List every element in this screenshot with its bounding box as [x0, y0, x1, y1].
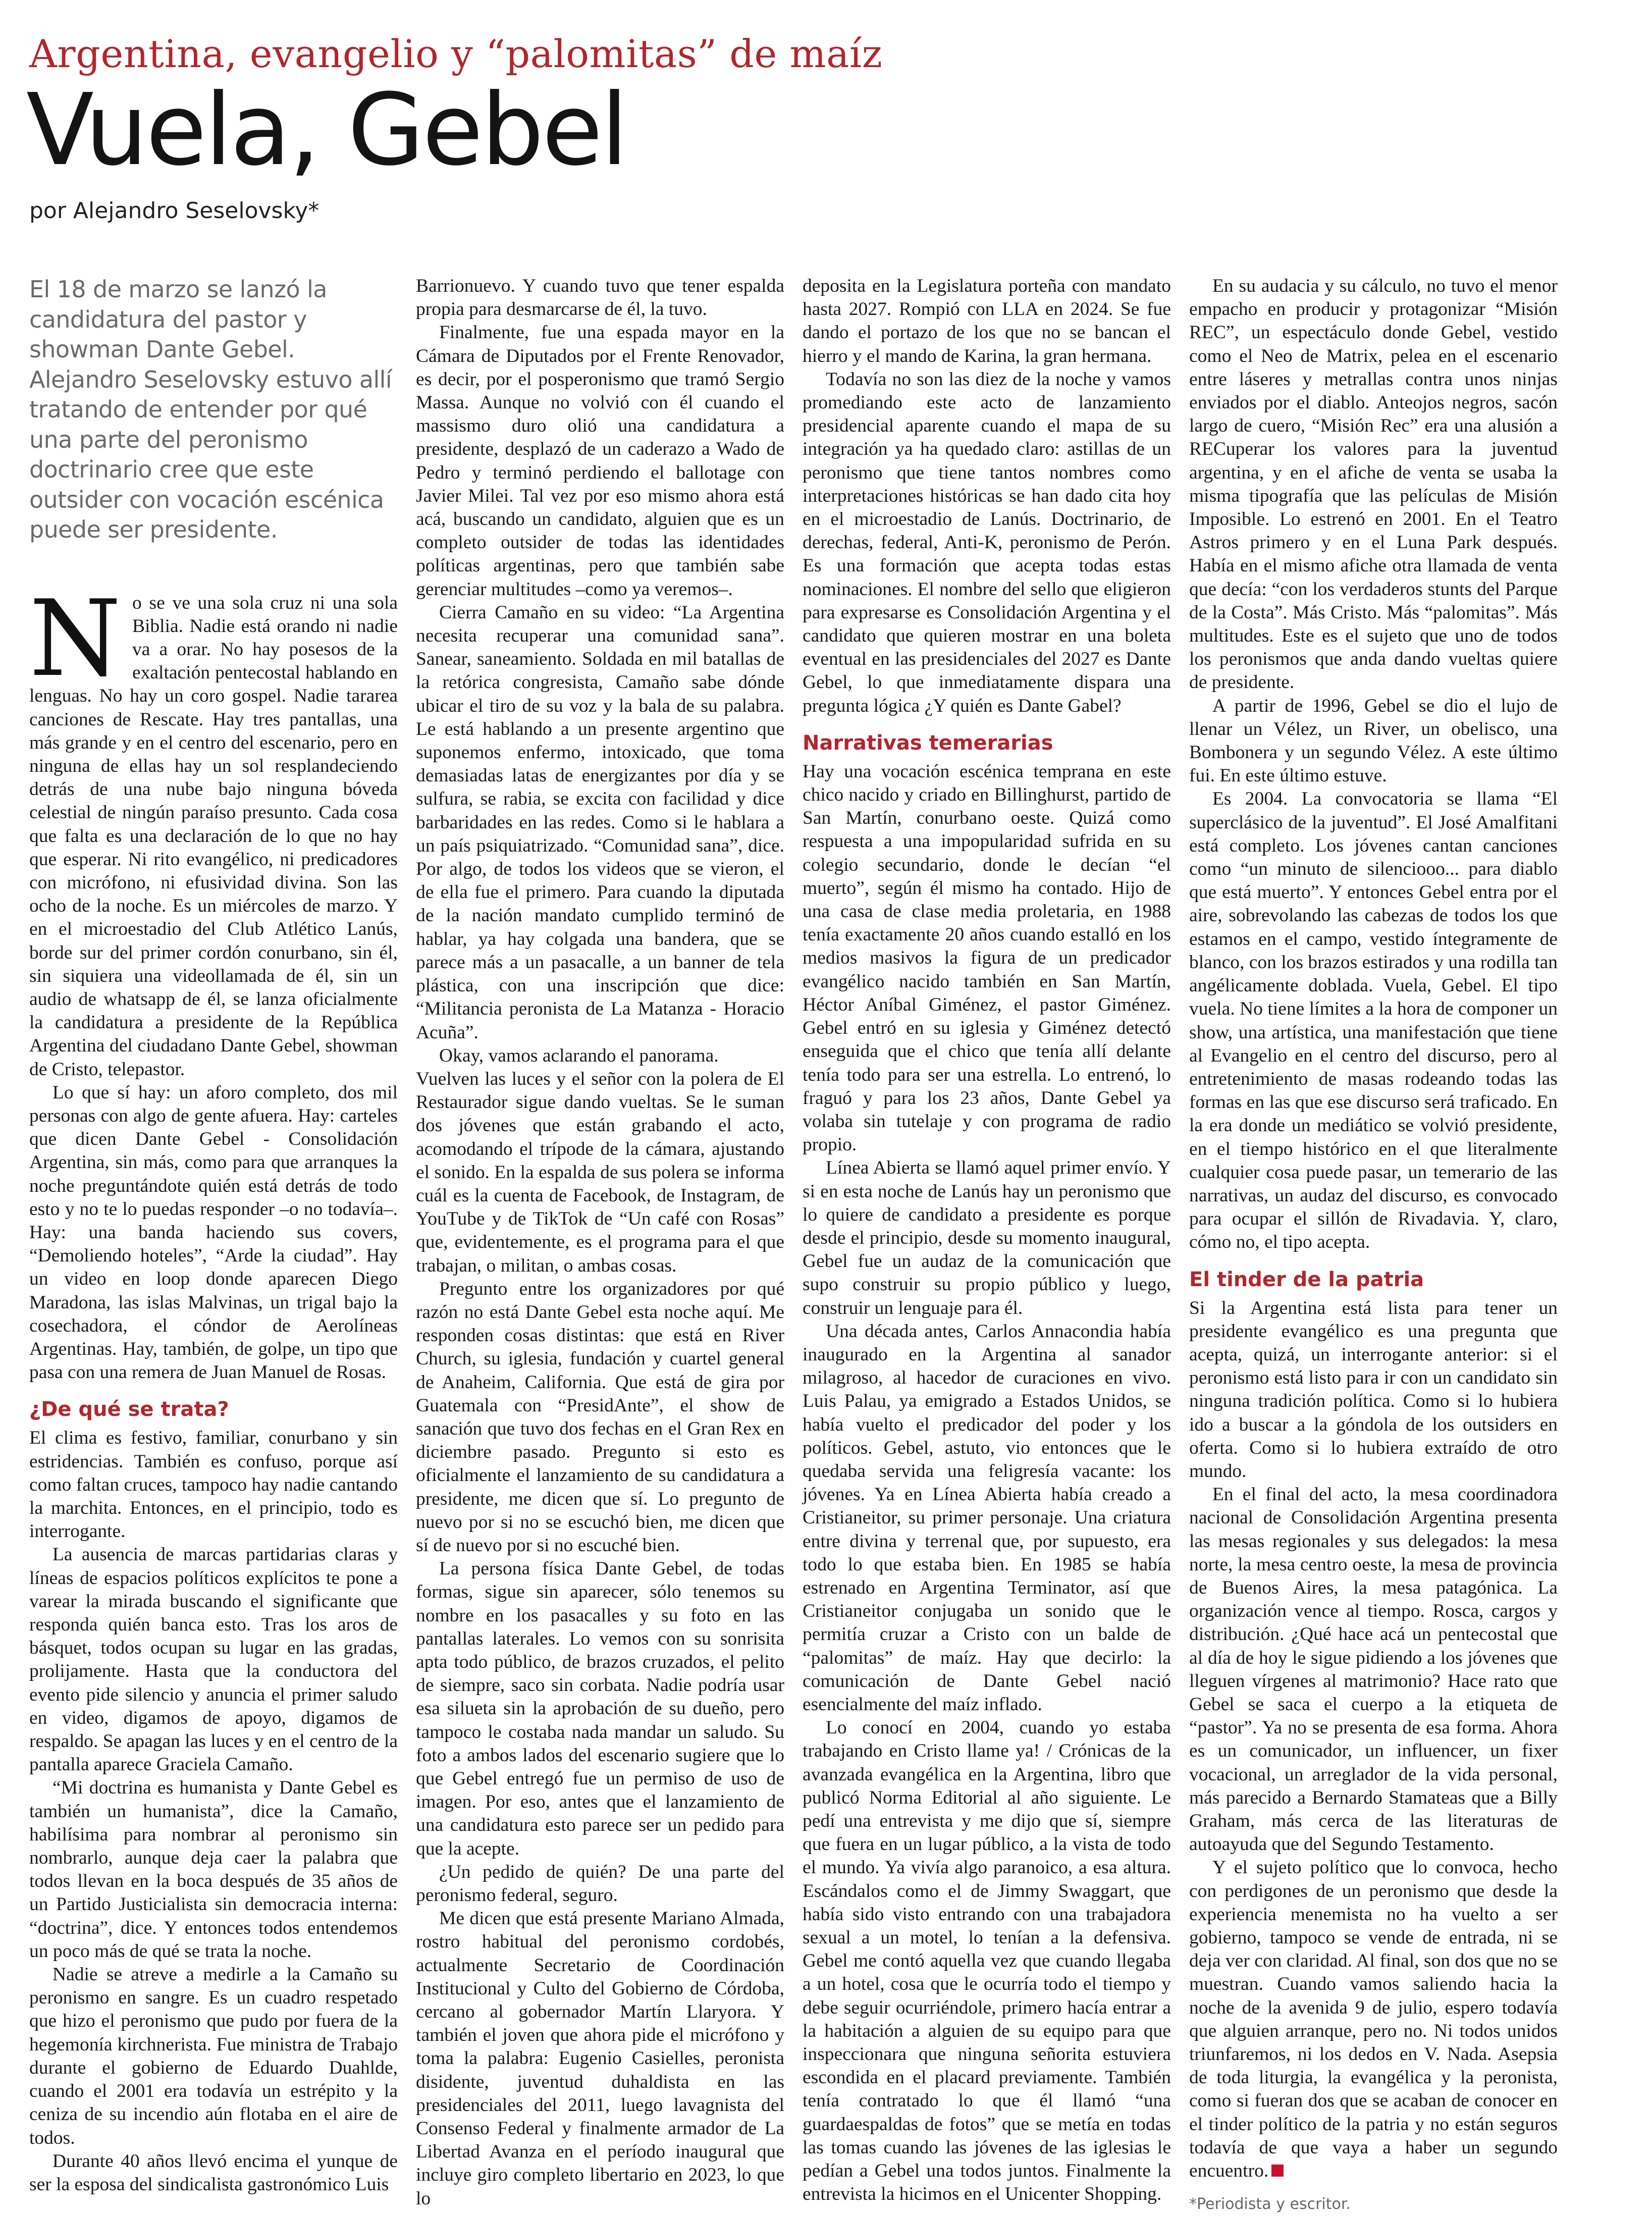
section-heading: El tinder de la patria	[1189, 1268, 1424, 1291]
end-mark-icon	[1271, 2165, 1284, 2177]
body-paragraph: A partir de 1996, Gebel se dio el lujo de llenar un Vélez, un River, un obelisco, una Bombonera y un segundo Vélez. A este último fui. En este último estuve.	[1189, 695, 1558, 786]
body-paragraph: Es 2004. La convocatoria se llama “El superclásico de la juventud”. El José Amalfitani está completo. Los jóvenes cantan canciones como “un minuto de silenciooo... para diablo que está muerto”. Y entonces Gebel entra por el aire, sobrevolando las cabezas de todos los que estamos en el campo, vestido íntegramente de blanco, con los brazos estirados y una rodilla tan angélicamente doblada. Vuela, Gebel. El tipo vuela. No tiene límites a la hora de componer un show, una artística, una manifestación que tiene al Evangelio en el centro del discurso, pero al entretenimiento de masas rodeando todas las formas en las que ese discurso será traficado. En la era donde un mediático se volvió presidente, en el tiempo histórico en el que literalmente cualquier cosa puede pasar, un temerario de las narrativas, un audaz del discurso, es convocado para ocupar el sillón de Rivadavia. Y, claro, cómo no, el tipo acepta.	[1189, 788, 1558, 1253]
body-paragraph	[29, 577, 398, 1081]
section-heading: Narrativas temerarias	[803, 731, 1053, 755]
column-3	[803, 275, 1171, 2205]
body-paragraph: Okay, vamos aclarando el panorama.	[439, 1045, 719, 1066]
body-paragraph: Si la Argentina está lista para tener un presidente evangélico es una pregunta que acepta, quizá, un interrogante anterior: si el peronismo está listo para ir con un candidato sin ninguna tradición política. Como si lo hubiera ido a buscar a la góndola de los outsiders en oferta. Como si lo hubiera extraído de otro mundo.	[1189, 1297, 1558, 1482]
body-paragraph: Barrionuevo. Y cuando tuvo que tener espalda propia para desmarcarse de él, la tuvo.	[416, 276, 784, 320]
body-paragraph: La persona física Dante Gebel, de todas formas, sigue sin aparecer, sólo tenemos su nombre en los pasacalles y su foto en las pantallas laterales. Lo vemos con su sonrisita apta todo público, de brazos cruzados, el pelito de siempre, saco sin corbata. Nadie podría usar esa silueta sin la aprobación de su dueño, pero tampoco le costaba nada mandar un saludo. Su foto a ambos lados del escenario sugiere que lo que Gebel entregó fue un permiso de uso de imagen. Por eso, antes que el lanzamiento de una candidatura esto parece ser un pedido para que la acepte.	[416, 1558, 784, 1859]
lead-paragraph: El 18 de marzo se lanzó la candidatura del pastor y showman Dante Gebel. Alejandro Seselovsky estuvo allí tratando de entender por qué una parte del peronismo doctrinario cree que este outsider con vocación escénica puede ser presidente.	[29, 276, 392, 543]
body-paragraph: Finalmente, fue una espada mayor en la Cámara de Diputados por el Frente Renovador, es decir, por el posperonismo que tramó Sergio Massa. Aunque no volvió con él cuando el massismo duro olió una candidatura a presidente, desplazó de un caderazo a Wado de Pedro y terminó perdiendo el ballotage con Javier Milei. Tal vez por eso mismo ahora está acá, buscando un candidato, alguien que es un completo outsider de todas las identidades políticas argentinas, pero que también sabe gerenciar multitudes –como ya veremos–.	[416, 322, 784, 600]
body-paragraph: Todavía no son las diez de la noche y vamos promediando este acto de lanzamiento presidencial aparente cuando el mapa de su integración ya ha quedado claro: astillas de un peronismo que tiene tantos nombres como interpretaciones históricas se han dado cita hoy en el microestadio de Lanús. Doctrinario, de derechas, federal, Anti-K, peronismo de Perón. Es una formación que acepta todas estas nominaciones. El nombre del sello que eligieron para expresarse es Consolidación Argentina y el candidato que quieren mostrar en una boleta eventual en las presidenciales del 2027 es Dante Gebel, lo que inmediatamente dispara una pregunta lógica ¿Y quién es Dante Gabel?	[803, 368, 1171, 716]
body-paragraph: Nadie se atreve a medirle a la Camaño su peronismo en sangre. Es un cuadro respetado que hizo el peronismo que pudo por fuera de la hegemonía kirchnerista. Fue ministra de Trabajo durante el gobierno de Eduardo Duahlde, cuando el 2001 era todavía un estrépito y la ceniza de su incendio aún flotaba en el aire de todos.	[29, 1964, 398, 2148]
drop-cap: N	[29, 577, 121, 700]
author-footnote: *Periodista y escritor.	[1189, 2195, 1351, 2213]
column-4	[1189, 275, 1558, 2213]
headline: Vuela, Gebel	[26, 73, 626, 188]
body-paragraph: ¿Un pedido de quién? De una parte del peronismo federal, seguro.	[416, 1861, 784, 1906]
column-2	[416, 275, 784, 2209]
body-paragraph: En el final del acto, la mesa coordinadora nacional de Consolidación Argentina presenta las mesas regionales y sus delegados: la mesa norte, la mesa centro oeste, la mesa de provincia de Buenos Aires, la mesa patagónica. La organización vence al tiempo. Rosca, cargos y distribución. ¿Qué hace acá un pentecostal que al día de hoy le sigue pidiendo a los jóvenes que lleguen vírgenes al matrimonio? Hace rato que Gebel se saca el cuerpo a la etiqueta de “pastor”. Ya no se presenta de esa forma. Ahora es un comunicador, un influencer, un fixer vocacional, un arreglador de la vida personal, más parecido a Bernardo Stamateas que a Billy Graham, más cerca de las literaturas de autoayuda que del Segundo Testamento.	[1189, 1484, 1558, 1855]
body-paragraph: Pregunto entre los organizadores por qué razón no está Dante Gebel esta noche aquí. Me responden cosas distintas: que está en River Church, su iglesia, fundación y cuartel general de Anaheim, California. Que está de gira por Guatemala con “PresidAnte”, el show de sanación que tuvo dos fechas en el Gran Rex en diciembre pasado. Pregunto si esto es oficialmente el lanzamiento de su candidatura a presidente, me dicen que sí. Lo pregunto de nuevo por si no se escuchó bien, me dicen que sí de nuevo por si no escuché bien.	[416, 1278, 784, 1556]
body-paragraph	[1189, 1856, 1558, 2183]
body-paragraph: deposita en la Legislatura porteña con mandato hasta 2027. Rompió con LLA en 2024. Se fue dando el portazo de los que no se bancan el hierro y el mando de Karina, la gran hermana.	[803, 276, 1171, 366]
section-heading: ¿De qué se trata?	[29, 1398, 229, 1421]
body-paragraph: Vuelven las luces y el señor con la polera de El Restaurador sigue dando vueltas. Se le suman dos jóvenes que están grabando el acto, acomodando el trípode de la cámara, ajustando el sonido. En la espalda de sus polera se informa cuál es la cuenta de Facebook, de Instagram, de YouTube y de TikTok de “Un café con Rosas” que, evidentemente, es el programa para el que trabajan, o militan, o ambas cosas.	[416, 1068, 784, 1276]
body-paragraph: Lo que sí hay: un aforo completo, dos mil personas con algo de gente afuera. Hay: carteles que dicen Dante Gebel - Consolidación Argentina, sin más, como para que arranques la noche preguntándote quién está detrás de todo esto y no te lo puedas responder –o no todavía–. Hay: una banda haciendo sus covers, “Demoliendo hoteles”, “Arde la ciudad”. Hay un video en loop donde aparecen Diego Maradona, las islas Malvinas, un trigal bajo la cosechadora, el cóndor de Aerolíneas Argentinas. Hay, también, de golpe, un tipo que pasa con una remera de Juan Manuel de Rosas.	[29, 1082, 398, 1383]
body-paragraph: En su audacia y su cálculo, no tuvo el menor empacho en producir y protagonizar “Misión REC”, un espectáculo donde Gebel, vestido como el Neo de Matrix, pelea en el escenario entre láseres y metrallas contra unos ninjas enviados por el diablo. Anteojos negros, sacón largo de cuero, “Misión Rec” era una alusión a RECuperar los valores para la juventud argentina, y en el afiche de venta se usaba la misma tipografía que las películas de Misión Imposible. Lo estrenó en 2001. En el Teatro Astros primero y en el Luna Park después. Había en el mismo afiche otra llamada de venta que decía: “con los verdaderos stunts del Parque de la Costa”. Más Cristo. Más “palomitas”. Más multitudes. Este es el sujeto que uno de todos los peronismos que anda dando vueltas quiere de presidente.	[1189, 276, 1558, 693]
body-paragraph: Una década antes, Carlos Annacondia había inaugurado en la Argentina al sanador milagroso, al hacedor de curaciones en vivo. Luis Palau, ya emigrado a Estados Unidos, se había vuelto el predicador del poder y los políticos. Gebel, astuto, vio entonces que le quedaba servida una feligresía vacante: los jóvenes. Ya en Línea Abierta había creado a Cristianeitor, su primer personaje. Una criatura entre divina y terrenal que, por supuesto, era todo lo que estaba bien. En 1985 se había estrenado en Argentina Terminator, así que Cristianeitor conjugaba un sonido que le permitía cruzar a Cristo con un balde de “palomitas” de maíz. Hay que decirlo: la comunicación de Dante Gebel nació esencialmente del maíz inflado.	[803, 1321, 1171, 1715]
body-paragraph: “Mi doctrina es humanista y Dante Gebel es también un humanista”, dice la Camaño, habilísima para nombrar al peronismo sin nombrarlo, aunque deja caer la palabra que todos llevan en la boca después de 35 años de un Partido Justicialista sin democracia interna: “doctrina”, dice. Y entonces todos entendemos un poco más de qué se trata la noche.	[29, 1777, 398, 1962]
body-paragraph: Me dicen que está presente Mariano Almada, rostro habitual del peronismo cordobés, actualmente Secretario de Coordinación Institucional y Culto del Gobierno de Córdoba, cercano al gobernador Martín Llaryora. Y también el joven que ahora pide el micrófono y toma la palabra: Eugenio Casielles, peronista disidente, juventud duhaldista en las presidenciales del 2011, luego lavagnista del Consenso Federal y finalmente armador de La Libertad Avanza en el período inaugural que incluye giro completo libertario en 2023, lo que lo	[416, 1908, 784, 2209]
body-paragraph: Cierra Camaño en su video: “La Argentina necesita recuperar una comunidad sana”. Sanear, saneamiento. Soldada en mil batallas de la retórica congresista, Camaño sabe dónde ubicar el tiro de su voz y la bala de su palabra. Le está hablando a un presente argentino que suponemos enfermo, intoxicado, que toma demasiadas latas de energizantes por día y se sulfura, se rabia, se excita con facilidad y dice barbaridades en las redes. Como si le hablara a un país psiquiatrizado. “Comunidad sana”, dice. Por algo, de todos los videos que se vieron, el de ella fue el primero. Para cuando la diputada de la nación mandato cumplido terminó de hablar, ya hay colgada una bandera, que se parece más a un pasacalle, a un banner de tela plástica, con una inscripción que dice: “Militancia peronista de La Matanza - Horacio Acuña”.	[416, 602, 784, 1043]
body-paragraph-text: Y el sujeto político que lo convoca, hecho con perdigones de un peronismo que desde la experiencia menemista no ha vuelto a ser gobierno, tampoco se vende de entrada, ni se deja ver con claridad. Al final, son dos que no se muestran. Cuando vamos saliendo hacia la noche de la avenida 9 de julio, espero todavía que alguien arranque, pero no. Ni todos unidos triunfaremos, ni los dedos en V. Nada. Asepsia de toda liturgia, la evangélica y la peronista, como si fueran dos que se acaban de conocer en el tinder político de la patria y no están seguros todavía de que vaya a haber un segundo encuentro.	[1189, 1857, 1558, 2182]
body-paragraph: La ausencia de marcas partidarias claras y líneas de espacios políticos explícitos te pone a varear la mirada buscando el significante que responda quién banca esto. Tras los aros de básquet, todos ocupan su lugar en las gradas, prolijamente. Hasta que la conductora del evento pide silencio y anuncia el primer saludo en video, digamos de apoyo, digamos de respaldo. Se apagan las luces y en el centro de la pantalla aparece Graciela Camaño.	[29, 1544, 398, 1775]
body-paragraph: El clima es festivo, familiar, conurbano y sin estridencias. También es confuso, porque así como faltan cruces, tampoco hay nadie cantando la marchita. Entonces, en el principio, todo es interrogante.	[29, 1428, 398, 1542]
body-paragraph: Lo conocí en 2004, cuando yo estaba trabajando en Cristo llame ya! / Crónicas de la avanzada evangélica en la Argentina, libro que publicó Norma Editorial al año siguiente. Le pedí una entrevista y me dijo que sí, siempre que fuera en un lugar público, a la vista de todo el mundo. Ya vivía algo paranoico, a esa altura. Escándalos como el de Jimmy Swaggart, que había sido visto entrando con una trabajadora sexual a un motel, lo tenían a la defensiva. Gebel me contó aquella vez que cuando llegaba a un hotel, cosa que le ocurría todo el tiempo y debe seguir ocurriéndole, primero hacía entrar a la habitación a alguien de su equipo para que inspeccionara que ninguna señorita estuviera escondida en el placard previamente. También tenía contratado lo que él llamó “una guardaespaldas de fotos” que se metía en todas las tomas cuando las jóvenes de las iglesias le pedían a Gebel una todos juntos. Finalmente la entrevista la hicimos en el Unicenter Shopping.	[803, 1717, 1171, 2205]
body-paragraph: Línea Abierta se llamó aquel primer envío. Y si en esta noche de Lanús hay un peronismo que lo quiere de candidato a presidente es porque desde el principio, desde su momento inaugural, Gebel fue un audaz de la comunicación que supo construir su propio público y luego, construir un lenguaje para él.	[803, 1157, 1171, 1318]
body-paragraph: Hay una vocación escénica temprana en este chico nacido y criado en Billinghurst, partido de San Martín, conurbano oeste. Quizá como respuesta a una impopularidad sufrida en su colegio secundario, donde le decían “el muerto”, según él mismo ha contado. Hijo de una casa de clase media proletaria, en 1988 tenía exactamente 20 años cuando estalló en los medios masivos la figura de un predicador evangélico nacido también en San Martín, Héctor Aníbal Giménez, el pastor Giménez. Gebel entró en su iglesia y Giménez detectó enseguida que el chico que tenía allí delante tenía todo para ser una estrella. Lo entrenó, lo fraguó y para los 23 años, Dante Gebel ya volaba sin tutelaje y con programa de radio propio.	[803, 761, 1171, 1155]
kicker: Argentina, evangelio y “palomitas” de maíz	[29, 31, 883, 76]
body-paragraph: Durante 40 años llevó encima el yunque de ser la esposa del sindicalista gastronómico Luis	[29, 2150, 398, 2195]
byline: por Alejandro Seselovsky*	[29, 198, 319, 224]
body-paragraph-text: o se ve una sola cruz ni una sola Biblia. Nadie está orando ni nadie va a orar. No hay posesos de la exaltación pentecostal hablando en lenguas. No hay un coro gospel. Nadie tararea canciones de Rescate. Hay tres pantallas, una más grande y en el centro del escenario, pero en ninguna de ellas hay un sol resplandeciendo detrás de una nube bajo ninguna bóveda celestial de ningún paraíso presunto. Cada cosa que falta es una declaración de lo que no hay que esperar. Ni rito evangélico, ni predicadores con micrófono, ni efusividad divina. Son las ocho de la noche. Es un miércoles de marzo. Y en el microestadio del Club Atlético Lanús, borde sur del primer cordón conurbano, sin él, sin siquiera una videollamada de él, sin un audio de whatsapp de él, se lanza oficialmente la candidatura a presidente de la República Argentina del ciudadano Dante Gebel, showman de Cristo, telepastor.	[29, 592, 398, 1080]
column-1	[29, 275, 398, 2195]
